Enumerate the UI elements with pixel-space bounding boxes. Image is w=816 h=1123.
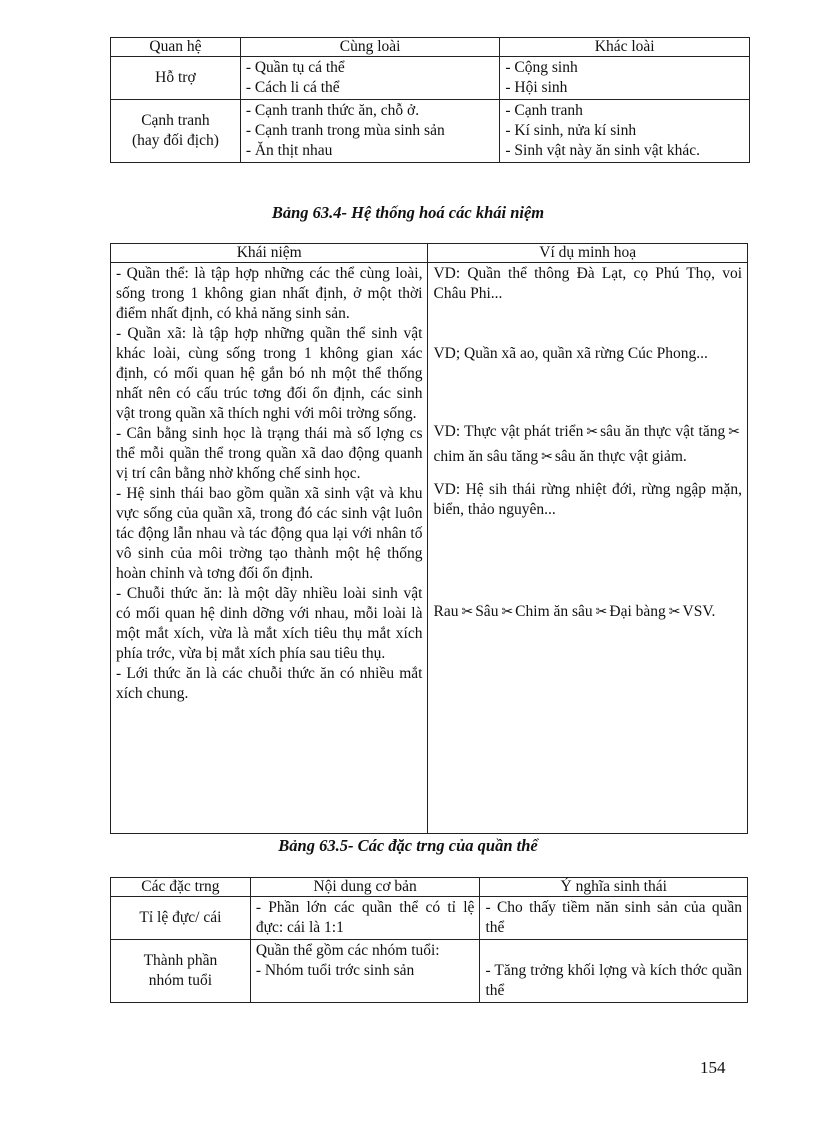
table-row	[111, 57, 750, 100]
caption-table-63-5: Bảng 63.5- Các đặc trng của quần thể	[278, 836, 538, 855]
example-quan-the: VD: Quần thể thông Đà Lạt, cọ Phú Thọ, voi Châu Phi...	[433, 265, 742, 302]
scissors-arrow-icon: ✂	[541, 450, 552, 465]
scissors-arrow-icon: ✂	[586, 425, 598, 440]
content-cell	[250, 940, 480, 1003]
chain-text: VD: Thực vật phát triển	[433, 423, 584, 440]
examples-cell	[428, 263, 748, 834]
concept-can-bang: - Cân bằng sinh học là trạng thái mà số lợng cs thể mỗi quần thể trong quần xã dao động quanh vị trí cân bằng nhờ khống chế sinh học.	[116, 425, 423, 482]
scissors-arrow-icon: ✂	[461, 605, 473, 620]
concept-quan-xa: - Quần xã: là tập hợp những quần thể sinh vật khác loài, cùng sống trong 1 không gian xác định, có mối quan hệ gắn bó nh một thể thống nhất nên có cấu trúc tơng đối ổn định, các sinh vật trong quần xã thích nghi với môi trờng sống.	[116, 325, 423, 422]
concept-he-sinh-thai: - Hệ sinh thái bao gồm quần xã sinh vật và khu vực sống của quần xã, trong đó các sinh vật luôn tác động lẫn nhau và tác động qua lại với nhân tố vô sinh của môi trờng tạo thành một hệ thống hoàn chỉnh và tơng đối ổn định.	[116, 485, 423, 582]
chain-text: Đại bàng	[609, 603, 666, 620]
list-item: - Cộng sinh	[505, 59, 578, 76]
table-row	[111, 897, 748, 940]
chain-text: Chim ăn sâu	[515, 603, 593, 620]
scissors-arrow-icon: ✂	[595, 605, 607, 620]
list-item: - Tăng trởng khối lợng và kích thớc quần thể	[485, 962, 742, 999]
list-item: - Cách li cá thể	[245, 79, 340, 96]
table-header-row	[111, 244, 748, 263]
table-row	[111, 100, 750, 163]
table-header-row	[111, 38, 750, 57]
chain-text: sâu ăn thực vật tăng	[600, 423, 726, 440]
content-cell: - Phần lớn các quần thể có tỉ lệ đực: cái là 1:1	[250, 897, 480, 940]
feature-ti-le: Tỉ lệ đực/ cái	[111, 897, 251, 940]
spacer-line	[256, 981, 475, 1001]
concepts-table	[110, 243, 748, 834]
list-item: - Sinh vật này ăn sinh vật khác.	[505, 142, 700, 159]
table-row	[111, 263, 748, 834]
chain-text: Rau	[433, 603, 459, 620]
header-vi-du: Ví dụ minh hoạ	[428, 244, 748, 263]
feature-line: Thành phần	[143, 952, 218, 969]
list-item: - Nhóm tuổi trớc sinh sản	[255, 962, 415, 979]
header-quan-he: Quan hệ	[111, 38, 241, 57]
relation-ho-tro: Hỗ trợ	[111, 57, 241, 100]
relations-table	[110, 37, 750, 163]
header-khac-loai: Khác loài	[500, 38, 750, 57]
cell-same-species	[240, 57, 500, 100]
list-item: - Cạnh tranh thức ăn, chỗ ở.	[245, 102, 420, 119]
table-row	[111, 940, 748, 1003]
example-chuoi-thuc-an	[433, 600, 742, 625]
header-khai-niem: Khái niệm	[111, 244, 428, 263]
chain-text: Sâu	[475, 603, 499, 620]
concept-loi-thuc-an: - Lới thức ăn là các chuỗi thức ăn có nhiều mắt xích chung.	[116, 665, 423, 702]
cell-diff-species	[500, 57, 750, 100]
caption-table-63-4: Bảng 63.4- Hệ thống hoá các khái niệm	[271, 203, 545, 222]
chain-text: chim ăn sâu tăng	[433, 448, 539, 465]
list-item: Quần thể gồm các nhóm tuổi:	[255, 942, 440, 959]
meaning-cell: - Cho thấy tiềm năn sinh sản của quần thể	[480, 897, 748, 940]
header-y-nghia: Ý nghĩa sinh thái	[480, 878, 748, 897]
scissors-arrow-icon: ✂	[728, 425, 739, 440]
population-traits-table	[110, 877, 748, 1003]
concept-chuoi-thuc-an: - Chuỗi thức ăn: là một dãy nhiều loài sinh vật có mối quan hệ dinh dỡng với nhau, mỗi loài là một mắt xích, vừa là mắt xích tiêu thụ mắt xích phía trớc, vừa bị mắt xích phía sau tiêu thụ.	[116, 585, 423, 662]
list-item: - Hội sinh	[505, 79, 568, 96]
example-quan-xa: VD; Quần xã ao, quần xã rừng Cúc Phong...	[433, 345, 708, 362]
page-number: 154	[700, 1058, 726, 1077]
relation-line: (hay đối địch)	[131, 132, 219, 149]
relation-canh-tranh	[111, 100, 241, 163]
chain-text: sâu ăn thực vật giảm.	[554, 448, 687, 465]
header-cung-loai: Cùng loài	[240, 38, 500, 57]
concept-quan-the: - Quần thể: là tập hợp những các thể cùng loài, sống trong 1 không gian nhất định, ở một thời điểm nhất định, có khả năng sinh sản.	[116, 265, 423, 322]
list-item: - Cạnh tranh trong mùa sinh sản	[245, 122, 445, 139]
meaning-cell	[480, 940, 748, 1003]
example-can-bang	[433, 420, 742, 470]
chain-text: VSV.	[682, 603, 716, 620]
header-noi-dung: Nội dung cơ bản	[250, 878, 480, 897]
scissors-arrow-icon: ✂	[668, 605, 680, 620]
concepts-cell	[111, 263, 428, 834]
example-he-sinh-thai: VD: Hệ sih thái rừng nhiệt đới, rừng ngập mặn, biển, thảo nguyên...	[433, 481, 742, 518]
cell-same-species	[240, 100, 500, 163]
scissors-arrow-icon: ✂	[501, 605, 513, 620]
list-item: - Quần tụ cá thể	[245, 59, 345, 76]
relation-line: Cạnh tranh	[141, 112, 210, 129]
header-dac-trung: Các đặc trng	[111, 878, 251, 897]
list-item: - Kí sinh, nửa kí sinh	[505, 122, 637, 139]
list-item: - Cạnh tranh	[505, 102, 583, 119]
list-item: - Ăn thịt nhau	[245, 142, 333, 159]
table-header-row	[111, 878, 748, 897]
feature-nhom-tuoi	[111, 940, 251, 1003]
feature-line: nhóm tuổi	[148, 972, 213, 989]
cell-diff-species	[500, 100, 750, 163]
